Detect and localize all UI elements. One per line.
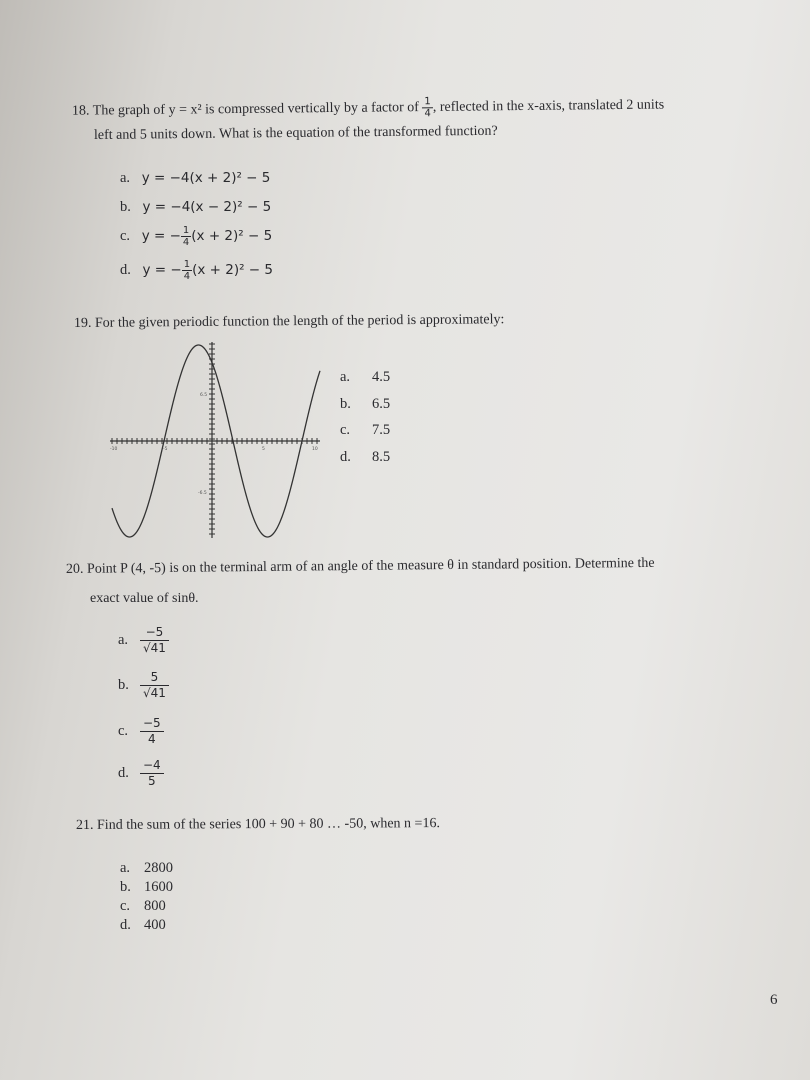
question-18-number: 18.	[71, 103, 90, 119]
factor-denominator: 4	[422, 107, 433, 119]
option-pre: y = −	[141, 227, 181, 244]
question-19-line	[74, 312, 505, 332]
option-letter: a.	[340, 369, 351, 385]
option-fraction	[140, 716, 164, 747]
option-fraction	[140, 758, 164, 789]
option-text: 1600	[144, 879, 173, 895]
x-label-5: 5	[262, 447, 265, 452]
option-post: (x + 2)² − 5	[192, 261, 273, 278]
option-letter: c.	[120, 898, 131, 914]
option-post: (x + 2)² − 5	[191, 227, 273, 244]
fraction-numerator: 5	[150, 670, 159, 684]
option-text: y = −4(x − 2)² − 5	[142, 199, 272, 215]
option-text: 8.5	[372, 449, 391, 465]
option-letter: c.	[340, 422, 351, 438]
option-text: y = −4(x + 2)² − 5	[141, 170, 271, 186]
fraction-denominator: 4	[182, 237, 190, 248]
option-fraction	[181, 225, 191, 248]
fraction-numerator: −5	[145, 625, 164, 639]
question-20-option-d	[118, 758, 164, 789]
fraction-numerator: −4	[143, 758, 161, 772]
question-20-option-c	[118, 716, 164, 747]
question-19-number: 19.	[73, 315, 92, 331]
option-letter: b.	[120, 879, 131, 895]
fraction-denominator: √41	[140, 685, 169, 701]
question-21-option-c	[120, 898, 166, 915]
fraction-denominator: 5	[140, 773, 164, 789]
option-text: 800	[144, 898, 166, 914]
fraction-denominator: 4	[140, 731, 164, 747]
question-19-stem: For the given periodic function the length of the period is approximately:	[94, 312, 505, 331]
question-21-number: 21.	[75, 817, 94, 833]
option-letter: d.	[120, 261, 131, 278]
option-letter: d.	[118, 765, 129, 781]
y-label-bottom: -6.5	[198, 491, 207, 496]
option-text: 4.5	[372, 369, 391, 385]
x-label-10: 10	[312, 447, 318, 452]
y-label-top: 6.5	[200, 393, 208, 398]
question-18-factor	[422, 96, 433, 119]
option-letter: c.	[118, 723, 129, 739]
question-18-line1	[72, 94, 664, 123]
question-21-option-a	[120, 860, 173, 877]
question-19-option-a	[340, 369, 390, 386]
option-letter: b.	[118, 677, 129, 693]
factor-numerator: 1	[424, 96, 431, 108]
question-18-option-d	[120, 259, 273, 282]
fraction-denominator: √41	[140, 640, 169, 656]
question-18-stem-a: The graph of y = x² is compressed vertically by a factor of	[92, 100, 420, 119]
question-18-stem-b: , reflected in the x-axis, translated 2 units	[432, 97, 665, 115]
option-letter: a.	[120, 860, 131, 876]
option-letter: a.	[118, 632, 129, 648]
option-letter: c.	[120, 227, 131, 244]
question-20-option-b	[118, 670, 169, 701]
option-text: 7.5	[372, 422, 391, 438]
option-letter: b.	[340, 396, 351, 412]
question-20-line2: exact value of sinθ.	[90, 591, 199, 606]
option-text: 6.5	[372, 396, 391, 412]
fraction-numerator: 1	[182, 225, 190, 236]
option-letter: d.	[120, 917, 131, 933]
fraction-numerator: −5	[143, 716, 161, 730]
question-18-option-c	[120, 225, 272, 248]
fraction-numerator: 1	[183, 259, 191, 270]
option-fraction	[140, 625, 169, 656]
question-21-option-b	[120, 879, 173, 896]
question-20-option-a	[118, 625, 169, 656]
question-21-stem: Find the sum of the series 100 + 90 + 80 … -50, when n =16.	[96, 816, 440, 833]
question-20-stem-line1: Point P (4, -5) is on the terminal arm of an angle of the measure θ in standard position. Determine the	[86, 555, 655, 577]
option-letter: b.	[120, 199, 131, 215]
question-21-line	[76, 816, 440, 834]
question-20-number: 20.	[65, 561, 84, 577]
option-fraction	[182, 259, 192, 282]
option-letter: d.	[340, 449, 351, 465]
question-19-option-b	[340, 396, 390, 413]
option-fraction	[140, 670, 169, 701]
question-20-line1	[66, 556, 655, 578]
question-18-line2: left and 5 units down. What is the equation of the transformed function?	[93, 123, 498, 143]
option-letter: a.	[120, 170, 131, 186]
option-text: 400	[144, 917, 166, 933]
option-text: 2800	[144, 860, 173, 876]
question-19-option-c	[340, 422, 390, 439]
question-19-option-d	[340, 449, 390, 466]
periodic-function-graph	[108, 338, 328, 548]
option-pre: y = −	[142, 261, 182, 278]
page-number: 6	[770, 992, 778, 1008]
question-21-option-d	[120, 917, 166, 934]
x-label-left: -10	[110, 447, 118, 452]
question-18-option-a	[120, 170, 270, 187]
x-label-mid: -5	[163, 447, 168, 452]
fraction-denominator: 4	[183, 271, 191, 282]
question-18-option-b	[120, 199, 271, 216]
